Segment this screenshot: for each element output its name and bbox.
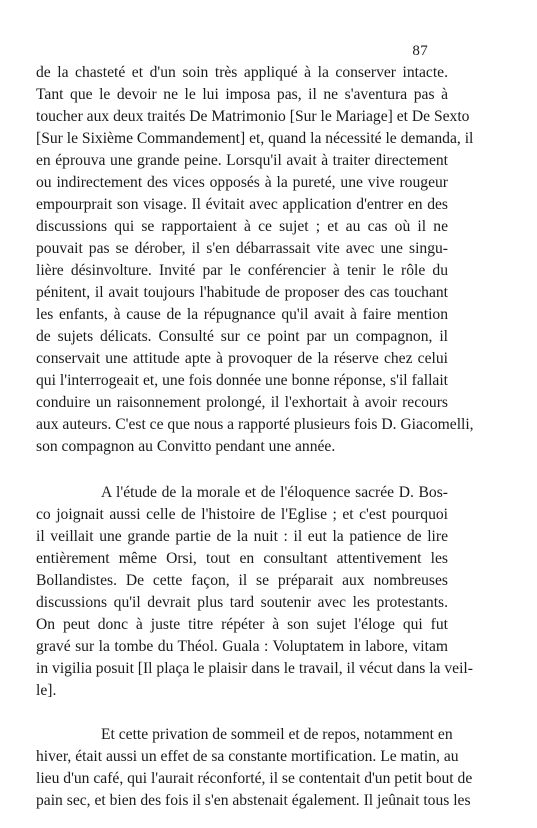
text-line: hiver, était aussi un effet de sa constante mortification. Le matin, au xyxy=(36,748,459,765)
text-line: aux auteurs. C'est ce que nous a rapporté plusieurs fois D. Giacomelli, xyxy=(36,416,474,433)
text-line: Et cette privation de sommeil et de repos, notamment en xyxy=(101,726,453,743)
text-line: ou indirectement des vices opposés à la pureté, une vive rougeur xyxy=(36,174,448,191)
text-line: qui l'interrogeait et, une fois donnée une bonne réponse, s'il fallait xyxy=(36,372,448,389)
text-line: A l'étude de la morale et de l'éloquence sacrée D. Bos- xyxy=(101,484,448,501)
text-line: en éprouva une grande peine. Lorsqu'il avait à traiter directement xyxy=(36,152,448,169)
text-line: co joignait aussi celle de l'histoire de l'Eglise ; et c'est pourquoi xyxy=(36,506,448,523)
text-line: les enfants, à cause de la répugnance qu'il avait à faire mention xyxy=(36,306,448,323)
text-line: discussions qu'il devrait plus tard soutenir avec les protestants. xyxy=(36,594,448,611)
text-line: lieu d'un café, qui l'aurait réconforté, il se contentait d'un petit bout de xyxy=(36,770,473,787)
text-line: il veillait une grande partie de la nuit : il eut la patience de lire xyxy=(36,528,448,545)
text-line: empourprait son visage. Il évitait avec application d'entrer en des xyxy=(36,196,448,213)
text-line: pénitent, il avait toujours l'habitude de proposer des cas touchant xyxy=(36,284,448,301)
text-line: [Sur le Sixième Commandement] et, quand la nécessité le demanda, il xyxy=(36,130,474,147)
text-line: toucher aux deux traités De Matrimonio [Sur le Mariage] et De Sexto xyxy=(36,108,470,125)
text-line: de la chasteté et d'un soin très appliqué à la conserver intacte. xyxy=(36,64,448,81)
text-line: conduire un raisonnement prolongé, il l'exhortait à avoir recours xyxy=(36,394,448,411)
text-line: Bollandistes. De cette façon, il se préparait aux nombreuses xyxy=(36,572,448,589)
text-line: entièrement même Orsi, tout en consultant attentivement les xyxy=(36,550,448,567)
text-line: pouvait pas se dérober, il s'en débarrassait vite avec une singu- xyxy=(36,240,448,257)
text-line: discussions qui se rapportaient à ce sujet ; et au cas où il ne xyxy=(36,218,448,235)
text-line: lière désinvolture. Invité par le conférencier à tenir le rôle du xyxy=(36,262,448,279)
text-line: de sujets délicats. Consulté sur ce point par un compagnon, il xyxy=(36,328,448,345)
text-line: conservait une attitude apte à provoquer de la réserve chez celui xyxy=(36,350,448,367)
text-line: in vigilia posuit [Il plaça le plaisir dans le travail, il vécut dans la veil- xyxy=(36,660,473,677)
text-line: le]. xyxy=(36,682,57,699)
text-line: pain sec, et bien des fois il s'en abstenait également. Il jeûnait tous les xyxy=(36,792,471,809)
page-number: 87 xyxy=(412,43,428,59)
text-line: On peut donc à juste titre répéter à son sujet l'éloge qui fut xyxy=(36,616,448,633)
text-line: Tant que le devoir ne le lui imposa pas, il ne s'aventura pas à xyxy=(36,86,448,103)
text-line: gravé sur la tombe du Théol. Guala : Voluptatem in labore, vitam xyxy=(36,638,448,655)
text-line: son compagnon au Convitto pendant une année. xyxy=(36,438,336,455)
